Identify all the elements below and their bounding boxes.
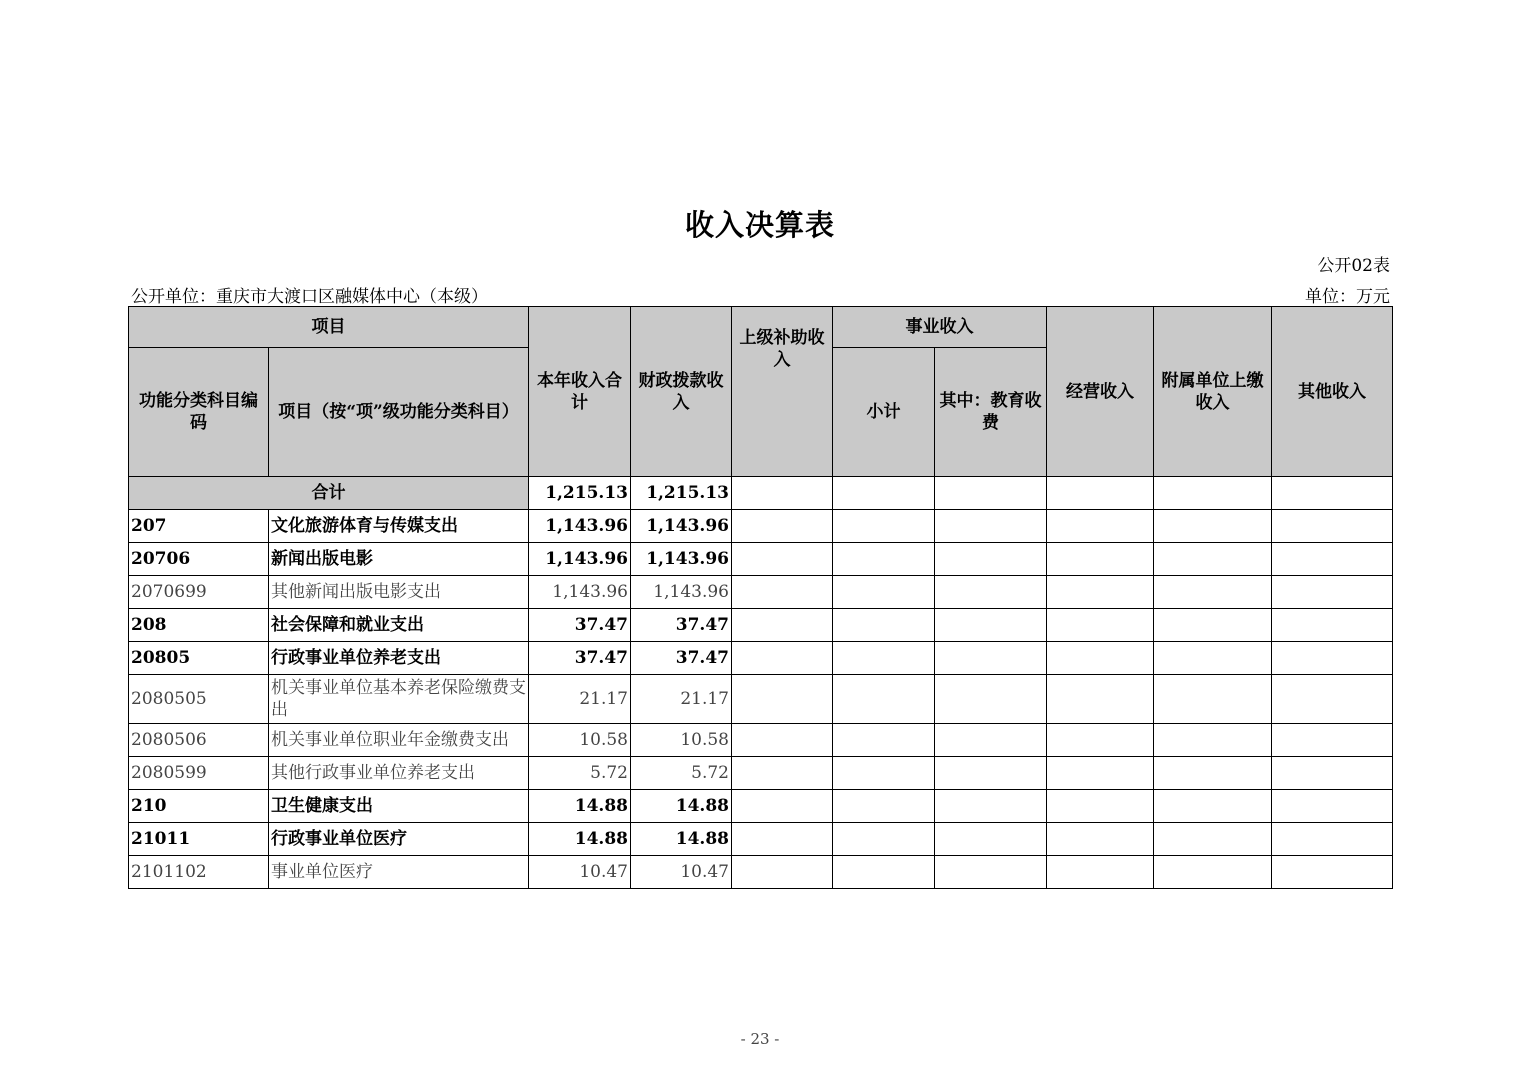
total-income-value: 1,215.13 (529, 477, 631, 510)
row-total: 14.88 (529, 790, 631, 823)
row-fiscal: 10.47 (631, 856, 732, 889)
row-total: 1,143.96 (529, 510, 631, 543)
row-total: 21.17 (529, 675, 631, 724)
total-fiscal-value: 1,215.13 (631, 477, 732, 510)
row-code: 2101102 (129, 856, 269, 889)
header-fiscal: 财政拨款收入 (631, 307, 732, 477)
row-total: 1,143.96 (529, 543, 631, 576)
row-name: 其他新闻出版电影支出 (269, 576, 529, 609)
row-fiscal: 14.88 (631, 790, 732, 823)
row-code: 2080599 (129, 757, 269, 790)
header-name: 项目（按“项”级功能分类科目） (269, 348, 529, 477)
header-total-income: 本年收入合计 (529, 307, 631, 477)
row-code: 2070699 (129, 576, 269, 609)
header-code: 功能分类科目编码 (129, 348, 269, 477)
row-fiscal: 21.17 (631, 675, 732, 724)
row-code: 207 (129, 510, 269, 543)
income-table (128, 306, 1393, 889)
row-fiscal: 14.88 (631, 823, 732, 856)
row-code: 210 (129, 790, 269, 823)
row-fiscal: 1,143.96 (631, 576, 732, 609)
row-total: 14.88 (529, 823, 631, 856)
row-name: 文化旅游体育与传媒支出 (269, 510, 529, 543)
row-name: 新闻出版电影 (269, 543, 529, 576)
header-affiliated: 附属单位上缴收入 (1154, 307, 1272, 477)
form-number: 公开02表 (1317, 256, 1390, 276)
row-code: 20805 (129, 642, 269, 675)
page-number: - 23 - (740, 1030, 780, 1048)
row-code: 2080506 (129, 724, 269, 757)
row-total: 37.47 (529, 609, 631, 642)
row-name: 行政事业单位养老支出 (269, 642, 529, 675)
row-total: 10.58 (529, 724, 631, 757)
row-total: 1,143.96 (529, 576, 631, 609)
row-name: 机关事业单位基本养老保险缴费支出 (269, 675, 529, 724)
header-subtotal: 小计 (833, 348, 935, 477)
row-fiscal: 5.72 (631, 757, 732, 790)
row-total: 10.47 (529, 856, 631, 889)
reporting-unit: 公开单位：重庆市大渡口区融媒体中心（本级） (131, 287, 488, 307)
header-other-income: 其他收入 (1272, 307, 1393, 477)
row-fiscal: 37.47 (631, 609, 732, 642)
row-name: 卫生健康支出 (269, 790, 529, 823)
row-total: 5.72 (529, 757, 631, 790)
row-code: 208 (129, 609, 269, 642)
header-operating-income: 经营收入 (1047, 307, 1154, 477)
row-fiscal: 37.47 (631, 642, 732, 675)
row-total: 37.47 (529, 642, 631, 675)
header-project: 项目 (129, 307, 529, 348)
row-fiscal: 10.58 (631, 724, 732, 757)
row-name: 其他行政事业单位养老支出 (269, 757, 529, 790)
row-name: 社会保障和就业支出 (269, 609, 529, 642)
total-label: 合计 (129, 477, 529, 510)
header-business-income: 事业收入 (833, 307, 1047, 348)
row-fiscal: 1,143.96 (631, 543, 732, 576)
row-name: 机关事业单位职业年金缴费支出 (269, 724, 529, 757)
row-fiscal: 1,143.96 (631, 510, 732, 543)
row-code: 20706 (129, 543, 269, 576)
header-superior-subsidy: 上级补助收入 (732, 307, 833, 477)
row-code: 21011 (129, 823, 269, 856)
currency-unit: 单位：万元 (1305, 287, 1390, 307)
row-name: 事业单位医疗 (269, 856, 529, 889)
header-education-fee: 其中：教育收费 (935, 348, 1047, 477)
row-code: 2080505 (129, 675, 269, 724)
row-name: 行政事业单位医疗 (269, 823, 529, 856)
page-title: 收入决算表 (684, 208, 835, 242)
